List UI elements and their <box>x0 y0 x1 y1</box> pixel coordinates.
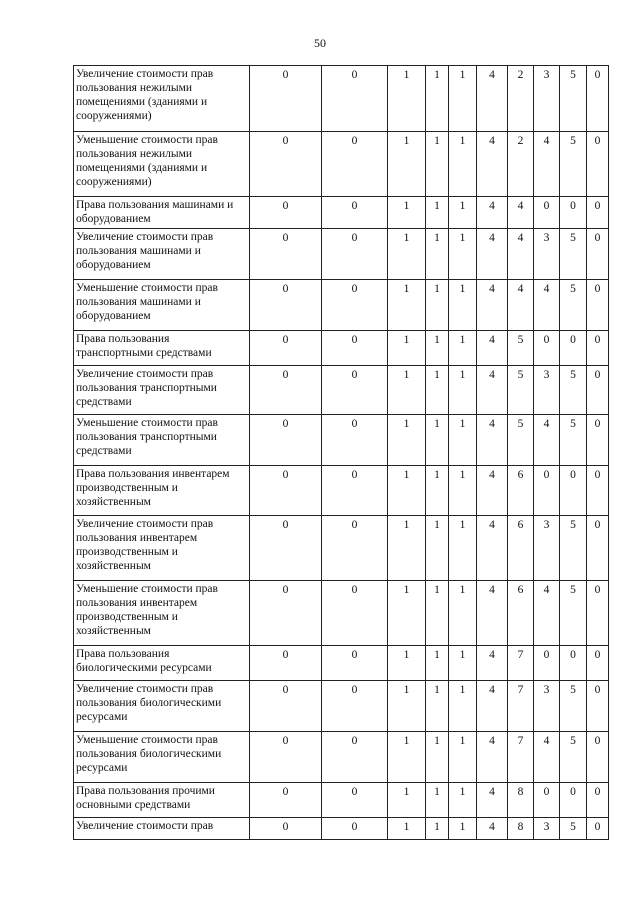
code-cell: 6 <box>508 466 534 516</box>
code-cell: 4 <box>477 516 508 581</box>
code-cell: 4 <box>477 466 508 516</box>
code-cell: 0 <box>322 66 388 132</box>
code-cell: 3 <box>534 366 560 415</box>
code-cell: 0 <box>250 646 322 681</box>
code-cell: 0 <box>587 66 609 132</box>
code-cell: 5 <box>560 516 587 581</box>
code-cell: 0 <box>534 783 560 818</box>
table-row <box>74 66 609 132</box>
code-cell: 0 <box>587 516 609 581</box>
row-name-cell: Увеличение стоимости прав пользования инвентарем производственным и хозяйственным <box>74 516 250 581</box>
code-cell: 4 <box>477 818 508 840</box>
table-row <box>74 516 609 581</box>
row-name-cell: Права пользования инвентарем производственным и хозяйственным <box>74 466 250 516</box>
code-cell: 7 <box>508 732 534 783</box>
code-cell: 1 <box>426 229 449 280</box>
code-cell: 0 <box>250 197 322 229</box>
code-cell: 0 <box>587 581 609 646</box>
code-cell: 0 <box>322 581 388 646</box>
code-cell: 4 <box>534 132 560 197</box>
table-row <box>74 681 609 732</box>
row-name-cell: Увеличение стоимости прав пользования нежилыми помещениями (зданиями и сооружениями) <box>74 66 250 132</box>
code-cell: 0 <box>322 466 388 516</box>
code-cell: 0 <box>322 229 388 280</box>
code-cell: 0 <box>322 415 388 466</box>
code-cell: 1 <box>388 516 426 581</box>
code-cell: 1 <box>426 331 449 366</box>
row-name-cell: Права пользования биологическими ресурсами <box>74 646 250 681</box>
code-cell: 0 <box>560 783 587 818</box>
code-cell: 3 <box>534 229 560 280</box>
code-cell: 0 <box>250 66 322 132</box>
code-cell: 4 <box>477 66 508 132</box>
code-cell: 1 <box>388 581 426 646</box>
table-row <box>74 280 609 331</box>
code-cell: 0 <box>322 516 388 581</box>
code-cell: 1 <box>388 783 426 818</box>
code-cell: 4 <box>477 366 508 415</box>
code-cell: 8 <box>508 783 534 818</box>
code-cell: 0 <box>322 280 388 331</box>
table-row <box>74 331 609 366</box>
code-cell: 1 <box>449 66 477 132</box>
code-cell: 5 <box>560 280 587 331</box>
code-cell: 0 <box>587 415 609 466</box>
code-cell: 0 <box>534 331 560 366</box>
code-cell: 4 <box>508 229 534 280</box>
code-cell: 6 <box>508 516 534 581</box>
row-name-cell: Увеличение стоимости прав пользования машинами и оборудованием <box>74 229 250 280</box>
code-cell: 1 <box>449 646 477 681</box>
code-cell: 0 <box>587 132 609 197</box>
code-cell: 2 <box>508 66 534 132</box>
code-cell: 1 <box>388 229 426 280</box>
code-cell: 1 <box>388 366 426 415</box>
code-cell: 1 <box>449 732 477 783</box>
code-cell: 1 <box>426 197 449 229</box>
code-cell: 0 <box>587 646 609 681</box>
code-cell: 0 <box>250 132 322 197</box>
code-cell: 1 <box>388 132 426 197</box>
code-cell: 1 <box>426 581 449 646</box>
code-cell: 0 <box>250 818 322 840</box>
code-cell: 5 <box>560 229 587 280</box>
code-cell: 0 <box>587 732 609 783</box>
code-cell: 0 <box>322 646 388 681</box>
code-cell: 1 <box>426 681 449 732</box>
code-cell: 5 <box>508 415 534 466</box>
code-cell: 1 <box>426 646 449 681</box>
code-cell: 4 <box>477 581 508 646</box>
row-name-cell: Права пользования машинами и оборудованием <box>74 197 250 229</box>
code-cell: 4 <box>477 415 508 466</box>
code-cell: 1 <box>449 783 477 818</box>
account-codes-table <box>73 65 609 840</box>
code-cell: 4 <box>534 415 560 466</box>
code-cell: 4 <box>477 732 508 783</box>
code-cell: 4 <box>477 681 508 732</box>
row-name-cell: Увеличение стоимости прав пользования биологическими ресурсами <box>74 681 250 732</box>
row-name-cell: Уменьшение стоимости прав пользования нежилыми помещениями (зданиями и сооружениями) <box>74 132 250 197</box>
code-cell: 0 <box>587 229 609 280</box>
row-name-cell: Уменьшение стоимости прав пользования инвентарем производственным и хозяйственным <box>74 581 250 646</box>
code-cell: 4 <box>534 581 560 646</box>
code-cell: 1 <box>388 415 426 466</box>
code-cell: 1 <box>426 66 449 132</box>
code-cell: 0 <box>322 783 388 818</box>
code-cell: 1 <box>388 66 426 132</box>
code-cell: 1 <box>426 415 449 466</box>
code-cell: 0 <box>250 415 322 466</box>
table-row <box>74 197 609 229</box>
table-row <box>74 783 609 818</box>
code-cell: 4 <box>477 229 508 280</box>
code-cell: 4 <box>508 197 534 229</box>
code-cell: 1 <box>449 681 477 732</box>
row-name-cell: Увеличение стоимости прав пользования транспортными средствами <box>74 366 250 415</box>
code-cell: 4 <box>477 132 508 197</box>
table-row <box>74 818 609 840</box>
table-row <box>74 229 609 280</box>
code-cell: 0 <box>587 466 609 516</box>
code-cell: 1 <box>426 516 449 581</box>
code-cell: 1 <box>426 466 449 516</box>
code-cell: 8 <box>508 818 534 840</box>
code-cell: 1 <box>426 132 449 197</box>
code-cell: 0 <box>534 466 560 516</box>
code-cell: 0 <box>250 229 322 280</box>
code-cell: 7 <box>508 646 534 681</box>
code-cell: 0 <box>322 331 388 366</box>
code-cell: 1 <box>449 132 477 197</box>
code-cell: 5 <box>560 581 587 646</box>
code-cell: 5 <box>560 818 587 840</box>
table-row <box>74 581 609 646</box>
code-cell: 0 <box>560 466 587 516</box>
code-cell: 7 <box>508 681 534 732</box>
code-cell: 0 <box>250 516 322 581</box>
code-cell: 1 <box>426 732 449 783</box>
table-row <box>74 466 609 516</box>
page-number: 50 <box>314 36 326 50</box>
code-cell: 0 <box>587 197 609 229</box>
code-cell: 1 <box>449 818 477 840</box>
code-cell: 1 <box>449 197 477 229</box>
table-row <box>74 415 609 466</box>
code-cell: 4 <box>477 646 508 681</box>
table-row <box>74 646 609 681</box>
code-cell: 1 <box>449 516 477 581</box>
table-row <box>74 132 609 197</box>
code-cell: 0 <box>587 366 609 415</box>
code-cell: 0 <box>560 646 587 681</box>
code-cell: 1 <box>388 681 426 732</box>
code-cell: 3 <box>534 818 560 840</box>
code-cell: 1 <box>426 280 449 331</box>
row-name-cell: Уменьшение стоимости прав пользования транспортными средствами <box>74 415 250 466</box>
code-cell: 4 <box>477 280 508 331</box>
code-cell: 3 <box>534 681 560 732</box>
row-name-cell: Уменьшение стоимости прав пользования машинами и оборудованием <box>74 280 250 331</box>
table-row <box>74 732 609 783</box>
code-cell: 0 <box>587 280 609 331</box>
code-cell: 4 <box>477 331 508 366</box>
code-cell: 0 <box>322 197 388 229</box>
code-cell: 0 <box>534 646 560 681</box>
code-cell: 0 <box>534 197 560 229</box>
row-name-cell: Уменьшение стоимости прав пользования биологическими ресурсами <box>74 732 250 783</box>
code-cell: 0 <box>250 331 322 366</box>
code-cell: 0 <box>250 681 322 732</box>
code-cell: 1 <box>388 197 426 229</box>
code-cell: 4 <box>534 732 560 783</box>
code-cell: 0 <box>322 132 388 197</box>
code-cell: 0 <box>587 331 609 366</box>
code-cell: 5 <box>560 132 587 197</box>
code-cell: 6 <box>508 581 534 646</box>
code-cell: 2 <box>508 132 534 197</box>
row-name-cell: Увеличение стоимости прав <box>74 818 250 840</box>
code-cell: 1 <box>388 818 426 840</box>
code-cell: 1 <box>388 732 426 783</box>
code-cell: 0 <box>250 581 322 646</box>
code-cell: 5 <box>560 366 587 415</box>
code-cell: 0 <box>322 366 388 415</box>
code-cell: 0 <box>587 818 609 840</box>
code-cell: 0 <box>587 681 609 732</box>
code-cell: 4 <box>508 280 534 331</box>
code-cell: 1 <box>449 280 477 331</box>
row-name-cell: Права пользования прочими основными средствами <box>74 783 250 818</box>
code-cell: 4 <box>477 783 508 818</box>
code-cell: 1 <box>426 818 449 840</box>
code-cell: 3 <box>534 66 560 132</box>
code-cell: 0 <box>322 732 388 783</box>
code-cell: 5 <box>560 732 587 783</box>
row-name-cell: Права пользования транспортными средствами <box>74 331 250 366</box>
code-cell: 1 <box>449 581 477 646</box>
code-cell: 1 <box>449 366 477 415</box>
code-cell: 1 <box>449 331 477 366</box>
code-cell: 5 <box>508 366 534 415</box>
code-cell: 5 <box>508 331 534 366</box>
code-cell: 1 <box>388 280 426 331</box>
code-cell: 4 <box>534 280 560 331</box>
code-cell: 0 <box>250 280 322 331</box>
code-cell: 0 <box>560 331 587 366</box>
code-cell: 1 <box>449 415 477 466</box>
table-row <box>74 366 609 415</box>
code-cell: 0 <box>322 818 388 840</box>
code-cell: 0 <box>587 783 609 818</box>
code-cell: 0 <box>322 681 388 732</box>
code-cell: 1 <box>449 466 477 516</box>
code-cell: 1 <box>388 466 426 516</box>
code-cell: 5 <box>560 66 587 132</box>
code-cell: 3 <box>534 516 560 581</box>
code-cell: 1 <box>388 646 426 681</box>
code-cell: 0 <box>560 197 587 229</box>
code-cell: 1 <box>426 783 449 818</box>
code-cell: 0 <box>250 732 322 783</box>
code-cell: 5 <box>560 415 587 466</box>
code-cell: 4 <box>477 197 508 229</box>
code-cell: 0 <box>250 783 322 818</box>
code-cell: 1 <box>449 229 477 280</box>
code-cell: 0 <box>250 366 322 415</box>
code-cell: 5 <box>560 681 587 732</box>
code-cell: 1 <box>388 331 426 366</box>
code-cell: 1 <box>426 366 449 415</box>
code-cell: 0 <box>250 466 322 516</box>
